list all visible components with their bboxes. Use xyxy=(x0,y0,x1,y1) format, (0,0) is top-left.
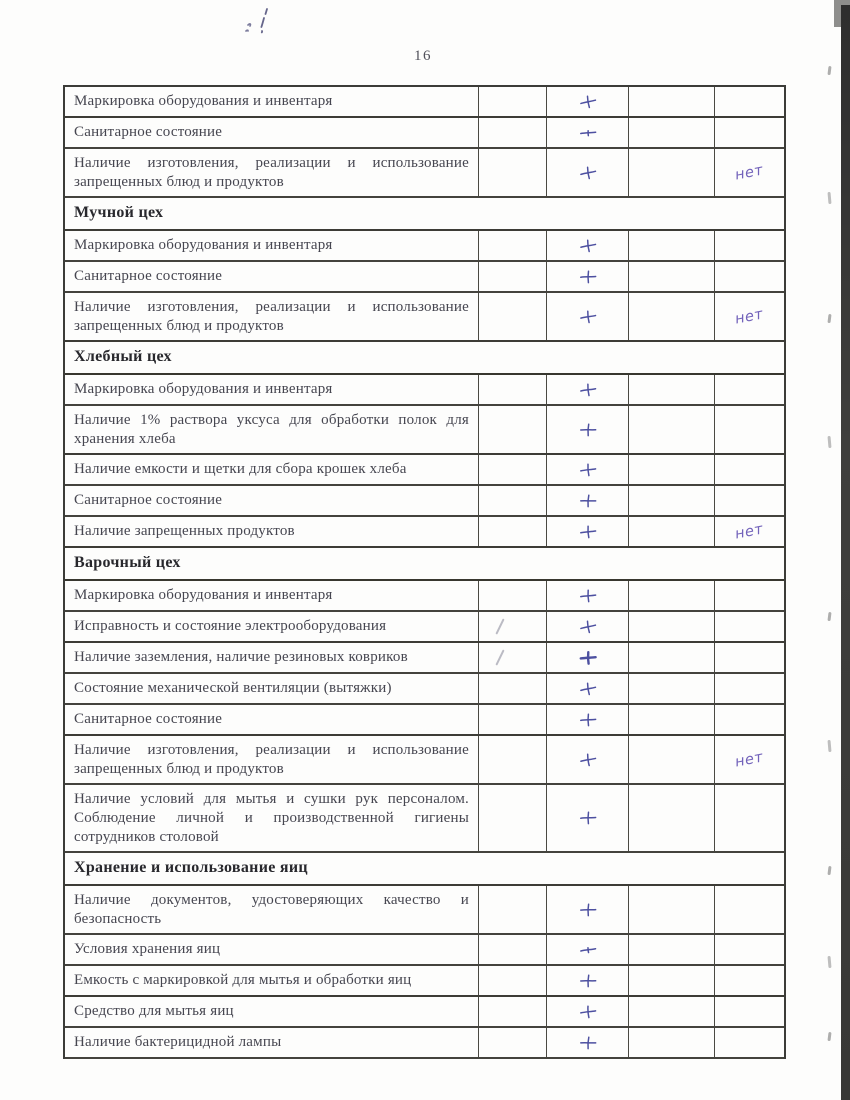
section-title: Варочный цех xyxy=(74,554,181,571)
criterion-row xyxy=(65,1028,784,1059)
criterion-row xyxy=(65,886,784,935)
cell-blank xyxy=(629,149,715,196)
cell-check xyxy=(547,517,629,546)
cell-note xyxy=(715,935,784,964)
criterion-label: Маркировка оборудования и инвентаря xyxy=(65,87,479,116)
scan-margin-mark xyxy=(827,612,831,621)
criterion-row xyxy=(65,87,784,118)
cell-blank xyxy=(629,886,715,933)
cell-blank xyxy=(479,293,547,340)
cell-check xyxy=(547,886,629,933)
cell-note xyxy=(715,149,784,196)
cell-blank xyxy=(629,935,715,964)
cell-note xyxy=(715,87,784,116)
cell-note xyxy=(715,375,784,404)
cell-check xyxy=(547,705,629,734)
cell-blank xyxy=(629,262,715,291)
criterion-row xyxy=(65,581,784,612)
cell-blank xyxy=(629,966,715,995)
cell-check xyxy=(547,581,629,610)
criterion-row xyxy=(65,935,784,966)
handwritten-plus-icon xyxy=(577,267,598,286)
criterion-row xyxy=(65,966,784,997)
criterion-label: Маркировка оборудования и инвентаря xyxy=(65,231,479,260)
handwritten-plus-icon xyxy=(577,648,597,666)
handwritten-plus-icon xyxy=(577,1002,598,1021)
cell-check xyxy=(547,612,629,641)
criterion-row xyxy=(65,486,784,517)
cell-blank xyxy=(629,1028,715,1057)
cell-blank xyxy=(479,231,547,260)
cell-blank xyxy=(629,785,715,851)
criterion-row xyxy=(65,705,784,736)
scan-margin-mark xyxy=(827,740,831,752)
cell-blank xyxy=(629,736,715,783)
cell-blank xyxy=(479,886,547,933)
cell-blank xyxy=(479,486,547,515)
cell-check xyxy=(547,118,629,147)
cell-blank xyxy=(479,118,547,147)
cell-blank xyxy=(479,612,547,641)
cell-note xyxy=(715,966,784,995)
criterion-label: Маркировка оборудования и инвентаря xyxy=(65,581,479,610)
criterion-label: Наличие изготовления, реализации и использование запрещенных блюд и продуктов xyxy=(65,293,479,340)
criterion-label: Условия хранения яиц xyxy=(65,935,479,964)
scan-margin-mark xyxy=(827,436,831,448)
cell-note xyxy=(715,231,784,260)
cell-blank xyxy=(629,87,715,116)
criterion-row xyxy=(65,406,784,455)
pencil-stroke-artifact xyxy=(495,618,504,634)
cell-blank xyxy=(479,643,547,672)
handwritten-note: нет xyxy=(734,305,765,328)
cell-blank xyxy=(479,1028,547,1057)
cell-blank xyxy=(629,643,715,672)
cell-check xyxy=(547,486,629,515)
cell-blank xyxy=(629,517,715,546)
criterion-row xyxy=(65,231,784,262)
handwritten-plus-icon xyxy=(577,380,598,399)
criterion-label: Исправность и состояние электрооборудования xyxy=(65,612,479,641)
cell-blank xyxy=(629,997,715,1026)
cell-note xyxy=(715,581,784,610)
criterion-label: Наличие емкости и щетки для сбора крошек хлеба xyxy=(65,455,479,484)
criterion-label: Наличие изготовления, реализации и использование запрещенных блюд и продуктов xyxy=(65,149,479,196)
cell-check xyxy=(547,293,629,340)
handwritten-plus-icon xyxy=(577,971,598,991)
cell-blank xyxy=(629,455,715,484)
criterion-label: Наличие бактерицидной лампы xyxy=(65,1028,479,1057)
cell-check xyxy=(547,231,629,260)
criterion-label: Санитарное состояние xyxy=(65,705,479,734)
handwritten-plus-icon xyxy=(577,163,599,183)
criterion-row xyxy=(65,293,784,342)
handwritten-plus-icon xyxy=(578,587,598,605)
cell-blank xyxy=(629,705,715,734)
scan-margin-mark xyxy=(827,956,831,968)
cell-note xyxy=(715,886,784,933)
cell-check xyxy=(547,375,629,404)
criterion-row xyxy=(65,262,784,293)
cell-check xyxy=(547,643,629,672)
cell-blank xyxy=(479,517,547,546)
cell-check xyxy=(547,736,629,783)
criterion-label: Санитарное состояние xyxy=(65,486,479,515)
cell-blank xyxy=(629,674,715,703)
cell-check xyxy=(547,87,629,116)
cell-blank xyxy=(479,705,547,734)
criterion-row xyxy=(65,612,784,643)
criterion-row xyxy=(65,149,784,198)
pencil-stroke-artifact xyxy=(495,649,504,665)
handwritten-plus-icon xyxy=(577,710,598,729)
handwritten-note: нет xyxy=(734,161,765,184)
cell-check xyxy=(547,1028,629,1057)
cell-note xyxy=(715,705,784,734)
cell-check xyxy=(547,149,629,196)
cell-blank xyxy=(629,486,715,515)
cell-blank xyxy=(479,935,547,964)
section-title: Мучной цех xyxy=(74,204,164,221)
cell-blank xyxy=(629,581,715,610)
section-title: Хранение и использование яиц xyxy=(74,859,308,876)
cell-blank xyxy=(479,375,547,404)
cell-blank xyxy=(629,612,715,641)
section-header-row xyxy=(65,198,784,231)
cell-note xyxy=(715,643,784,672)
criterion-row xyxy=(65,997,784,1028)
cell-note xyxy=(715,118,784,147)
criterion-label: Санитарное состояние xyxy=(65,118,479,147)
cell-check xyxy=(547,674,629,703)
cell-note xyxy=(715,785,784,851)
criterion-label: Наличие документов, удостоверяющих качество и безопасность xyxy=(65,886,479,933)
handwritten-plus-icon xyxy=(577,123,597,141)
criterion-label: Наличие изготовления, реализации и использование запрещенных блюд и продуктов xyxy=(65,736,479,783)
criterion-row xyxy=(65,674,784,705)
section-header-row xyxy=(65,548,784,581)
criterion-row xyxy=(65,517,784,548)
handwritten-plus-icon xyxy=(577,460,598,479)
criterion-label: Наличие условий для мытья и сушки рук персоналом. Соблюдение личной и производственной гигиены сотрудников столовой xyxy=(65,785,479,851)
handwritten-plus-icon xyxy=(577,940,598,959)
cell-blank xyxy=(629,118,715,147)
cell-blank xyxy=(479,406,547,453)
scan-margin-mark xyxy=(827,66,831,75)
handwritten-plus-icon xyxy=(577,900,598,919)
handwritten-plus-icon xyxy=(576,616,598,636)
cell-note xyxy=(715,612,784,641)
criterion-label: Наличие 1% раствора уксуса для обработки полок для хранения хлеба xyxy=(65,406,479,453)
handwritten-note: нет xyxy=(734,748,765,771)
cell-blank xyxy=(479,581,547,610)
pen-scribble-icon xyxy=(238,4,282,43)
cell-check xyxy=(547,406,629,453)
handwritten-note: нет xyxy=(734,520,765,543)
inspection-checklist-table xyxy=(63,85,786,1059)
cell-note xyxy=(715,517,784,546)
cell-note xyxy=(715,997,784,1026)
cell-blank xyxy=(479,785,547,851)
cell-blank xyxy=(479,674,547,703)
cell-blank xyxy=(629,231,715,260)
cell-blank xyxy=(629,375,715,404)
criterion-label: Состояние механической вентиляции (вытяжки) xyxy=(65,674,479,703)
handwritten-plus-icon xyxy=(577,750,598,770)
criterion-row xyxy=(65,785,784,853)
cell-blank xyxy=(479,736,547,783)
handwritten-plus-icon xyxy=(577,491,599,511)
cell-check xyxy=(547,966,629,995)
handwritten-plus-icon xyxy=(577,1033,599,1053)
scan-margin-mark xyxy=(827,1032,831,1041)
handwritten-plus-icon xyxy=(577,522,597,540)
criterion-row xyxy=(65,375,784,406)
criterion-row xyxy=(65,643,784,674)
cell-blank xyxy=(479,997,547,1026)
cell-blank xyxy=(479,87,547,116)
scan-margin-mark xyxy=(827,314,831,323)
page-number: 16 xyxy=(414,48,432,64)
criterion-label: Маркировка оборудования и инвентаря xyxy=(65,375,479,404)
handwritten-plus-icon xyxy=(577,808,598,827)
handwritten-plus-icon xyxy=(577,420,598,440)
cell-note xyxy=(715,486,784,515)
cell-note xyxy=(715,736,784,783)
criterion-row xyxy=(65,455,784,486)
cell-blank xyxy=(479,149,547,196)
criterion-label: Санитарное состояние xyxy=(65,262,479,291)
cell-note xyxy=(715,1028,784,1057)
cell-note xyxy=(715,406,784,453)
handwritten-plus-icon xyxy=(577,236,598,256)
cell-check xyxy=(547,935,629,964)
criterion-label: Наличие заземления, наличие резиновых ковриков xyxy=(65,643,479,672)
scan-edge-shadow xyxy=(841,5,850,1100)
handwritten-plus-icon xyxy=(577,679,599,699)
scan-margin-mark xyxy=(827,866,831,875)
cell-blank xyxy=(629,406,715,453)
cell-blank xyxy=(479,455,547,484)
section-header-row xyxy=(65,853,784,886)
cell-note xyxy=(715,262,784,291)
cell-blank xyxy=(479,262,547,291)
cell-blank xyxy=(629,293,715,340)
handwritten-plus-icon xyxy=(576,91,598,111)
cell-check xyxy=(547,262,629,291)
criterion-label: Наличие запрещенных продуктов xyxy=(65,517,479,546)
criterion-label: Емкость с маркировкой для мытья и обработки яиц xyxy=(65,966,479,995)
cell-blank xyxy=(479,966,547,995)
cell-note xyxy=(715,674,784,703)
cell-check xyxy=(547,455,629,484)
section-title: Хлебный цех xyxy=(74,348,172,365)
criterion-row xyxy=(65,118,784,149)
cell-note xyxy=(715,455,784,484)
scan-margin-mark xyxy=(827,192,831,204)
cell-note xyxy=(715,293,784,340)
cell-check xyxy=(547,997,629,1026)
cell-check xyxy=(547,785,629,851)
criterion-label: Средство для мытья яиц xyxy=(65,997,479,1026)
criterion-row xyxy=(65,736,784,785)
handwritten-plus-icon xyxy=(577,307,598,326)
section-header-row xyxy=(65,342,784,375)
